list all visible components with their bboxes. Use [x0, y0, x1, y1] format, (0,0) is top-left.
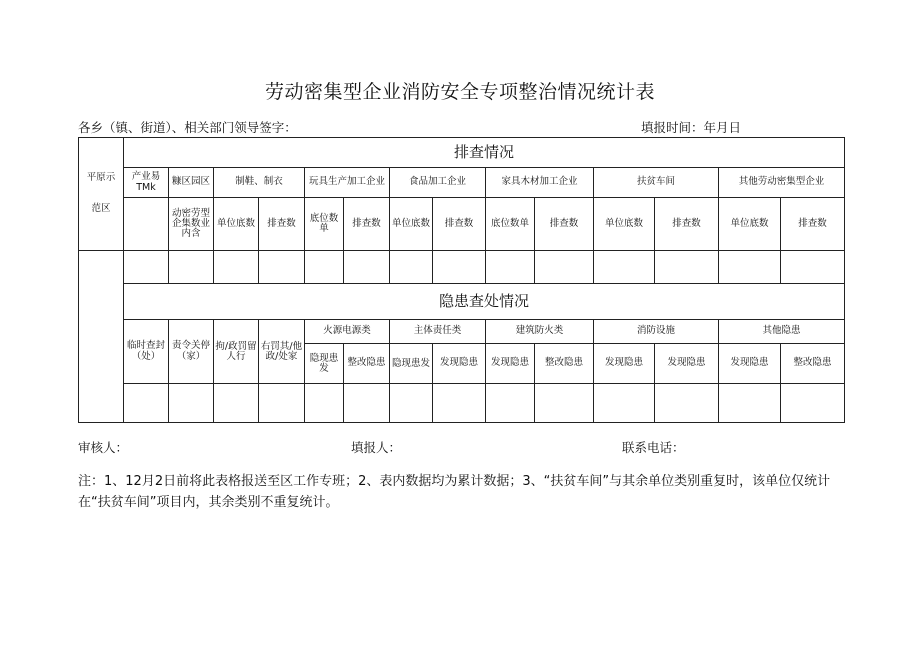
- data-cell[interactable]: [214, 251, 259, 284]
- sub-cell: 排查数: [433, 198, 486, 251]
- sub-cell: 单位底数: [214, 198, 259, 251]
- data-cell[interactable]: [169, 251, 214, 284]
- hazard-sub-cell: 发现隐患: [719, 344, 781, 384]
- hazard-cat-cell: 消防设施: [594, 320, 719, 344]
- date-label: 填报时间：年月日: [641, 120, 742, 135]
- sub-cell: 排查数: [655, 198, 719, 251]
- empty-cell: [79, 320, 124, 423]
- data-cell[interactable]: [719, 251, 781, 284]
- data-cell[interactable]: [344, 251, 390, 284]
- data-cell[interactable]: [594, 251, 655, 284]
- footnote: 注：1、12月2日前将此表格报送至区工作专班；2、表内数据均为累计数据；3、“扶贫车间”与其余单位类别重复时，该单位仅统计在“扶贫车间”项目内，其余类别不重复统计。: [78, 474, 831, 510]
- sub-cell: 动密劳型企集数业内含: [169, 198, 214, 251]
- hazard-sub-cell: 发现隐患: [486, 344, 535, 384]
- data-cell[interactable]: [390, 251, 433, 284]
- hazard-cat-cell: 火源电源类: [305, 320, 390, 344]
- empty-cell: [79, 251, 124, 320]
- cat-cell: 其他劳动密集型企业: [719, 168, 845, 198]
- section-investigation-title: 排查情况: [124, 138, 845, 168]
- cat-cell: 产业易TMk: [124, 168, 169, 198]
- left-label-top: 平原示: [86, 172, 116, 184]
- empty-cell: [124, 198, 169, 251]
- reviewer-label: 审核人：: [78, 440, 129, 455]
- sub-cell: 底位数单: [305, 198, 344, 251]
- hazard-left-cell: 拘∕政罚留人行: [214, 320, 259, 384]
- cat-cell: 制鞋、制衣: [214, 168, 305, 198]
- sub-cell: 排查数: [535, 198, 594, 251]
- data-cell[interactable]: [594, 384, 655, 423]
- sub-cell: 排查数: [259, 198, 305, 251]
- data-cell[interactable]: [781, 251, 845, 284]
- left-label-bottom: 范区: [91, 203, 111, 214]
- cat-cell: 糠区园区: [169, 168, 214, 198]
- hazard-sub-cell: 整改隐患: [781, 344, 845, 384]
- data-cell[interactable]: [305, 384, 344, 423]
- phone-label: 联系电话：: [622, 440, 685, 455]
- hazard-left-cell: 责令关停（家）: [169, 320, 214, 384]
- hazard-sub-cell: 隐现患发: [305, 344, 344, 384]
- data-cell[interactable]: [214, 384, 259, 423]
- hazard-sub-cell: 发现隐患: [594, 344, 655, 384]
- hazard-sub-cell: 整改隐患: [535, 344, 594, 384]
- sub-cell: 单位底数: [390, 198, 433, 251]
- data-cell[interactable]: [305, 251, 344, 284]
- data-cell[interactable]: [124, 384, 169, 423]
- data-cell[interactable]: [169, 384, 214, 423]
- data-cell[interactable]: [535, 251, 594, 284]
- section-hazard-title: 隐患查处情况: [124, 284, 845, 320]
- hazard-left-cell: 临时查封（处）: [124, 320, 169, 384]
- data-cell[interactable]: [655, 384, 719, 423]
- data-cell[interactable]: [655, 251, 719, 284]
- cat-cell: 扶贫车间: [594, 168, 719, 198]
- filler-label: 填报人：: [351, 440, 402, 455]
- hazard-sub-cell: 隐现患发: [390, 344, 433, 384]
- data-cell[interactable]: [433, 251, 486, 284]
- data-cell[interactable]: [719, 384, 781, 423]
- sub-cell: 排查数: [781, 198, 845, 251]
- hazard-cat-cell: 其他隐患: [719, 320, 845, 344]
- data-cell[interactable]: [781, 384, 845, 423]
- statistics-table: [78, 137, 845, 423]
- sub-cell: 单位底数: [594, 198, 655, 251]
- hazard-sub-cell: 发现隐患: [655, 344, 719, 384]
- page-title: 劳动密集型企业消防安全专项整治情况统计表: [264, 81, 655, 103]
- sub-cell: 单位底数: [719, 198, 781, 251]
- left-label-cell: [79, 138, 124, 251]
- hazard-cat-cell: 主体责任类: [390, 320, 486, 344]
- sub-cell: 底位数单: [486, 198, 535, 251]
- data-cell[interactable]: [486, 384, 535, 423]
- data-cell[interactable]: [535, 384, 594, 423]
- sub-cell: 排查数: [344, 198, 390, 251]
- cat-cell: 玩具生产加工企业: [305, 168, 390, 198]
- cat-cell: 食品加工企业: [390, 168, 486, 198]
- data-cell[interactable]: [390, 384, 433, 423]
- data-cell[interactable]: [259, 384, 305, 423]
- hazard-left-cell: 右罚其∕他政∕处家: [259, 320, 305, 384]
- data-cell[interactable]: [344, 384, 390, 423]
- data-cell[interactable]: [259, 251, 305, 284]
- hazard-cat-cell: 建筑防火类: [486, 320, 594, 344]
- data-cell[interactable]: [124, 251, 169, 284]
- hazard-sub-cell: 发现隐患: [433, 344, 486, 384]
- cat-cell: 家具木材加工企业: [486, 168, 594, 198]
- sign-label: 各乡（镇、街道）、相关部门领导签字：: [78, 120, 297, 135]
- hazard-sub-cell: 整改隐患: [344, 344, 390, 384]
- data-cell[interactable]: [486, 251, 535, 284]
- data-cell[interactable]: [433, 384, 486, 423]
